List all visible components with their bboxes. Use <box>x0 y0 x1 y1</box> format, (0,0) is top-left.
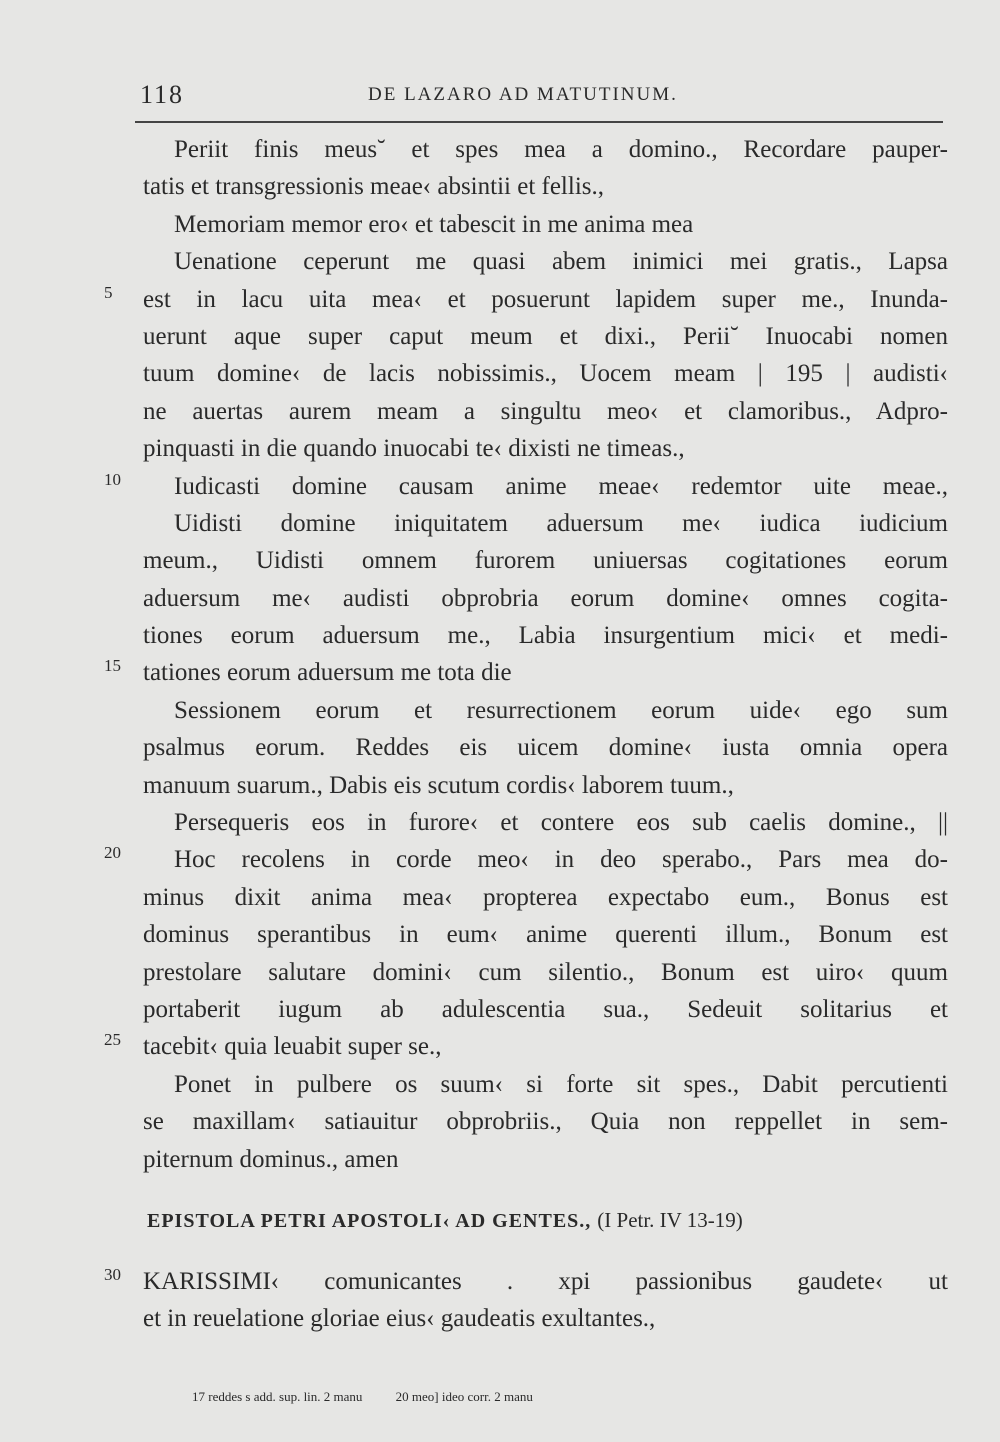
heading-reference: (I Petr. IV 13-19) <box>597 1208 743 1232</box>
text-line <box>0 318 1000 355</box>
text-line <box>0 916 1000 953</box>
text-line <box>0 168 1000 205</box>
line-text: pinquasti in die quando inuocabi te‹ dixisti ne timeas., <box>143 435 685 463</box>
text-line <box>0 355 1000 392</box>
line-text: Sessionem eorum et resurrectionem eorum uide‹ ego sum <box>174 696 948 724</box>
line-number: 20 <box>104 843 121 863</box>
line-text: uerunt aque super caput meum et dixi., Perii˘ Inuocabi nomen <box>143 322 948 350</box>
line-text: manuum suarum., Dabis eis scutum cordis‹ laborem tuum., <box>143 771 734 799</box>
text-line <box>0 729 1000 766</box>
line-text: psalmus eorum. Reddes eis uicem domine‹ iusta omnia opera <box>143 734 948 762</box>
line-text: est in lacu uita mea‹ et posuerunt lapidem super me., Inunda- <box>143 285 948 313</box>
header-rule <box>135 121 943 123</box>
text-line <box>0 1263 1000 1300</box>
line-text: Memoriam memor ero‹ et tabescit in me anima mea <box>174 210 694 238</box>
footnote: 20 meo] ideo corr. 2 manu <box>395 1389 533 1404</box>
text-line <box>0 281 1000 318</box>
line-text: et in reuelatione gloriae eius‹ gaudeatis exultantes., <box>143 1305 656 1333</box>
text-line <box>0 243 1000 280</box>
footnote: 17 reddes s add. sup. lin. 2 manu <box>192 1389 363 1404</box>
text-line <box>0 654 1000 691</box>
line-text: ne auertas aurem meam a singultu meo‹ et clamoribus., Adpro- <box>143 397 948 425</box>
line-text: se maxillam‹ satiauitur obprobriis., Quia non reppellet in sem- <box>143 1108 948 1136</box>
footnotes <box>192 1389 563 1405</box>
line-text: tatis et transgressionis meae‹ absintii et fellis., <box>143 173 604 201</box>
page-header <box>0 80 1000 110</box>
line-text: minus dixit anima mea‹ propterea expectabo eum., Bonus est <box>143 883 948 911</box>
text-line <box>0 991 1000 1028</box>
line-text: tuum domine‹ de lacis nobissimis., Uocem meam | 195 | audisti‹ <box>143 360 948 388</box>
text-line <box>0 505 1000 542</box>
page-number: 118 <box>140 80 185 109</box>
section-heading <box>147 1208 952 1233</box>
line-text: tacebit‹ quia leuabit super se., <box>143 1033 442 1061</box>
text-line <box>0 1300 1000 1337</box>
line-text: aduersum me‹ audisti obprobria eorum domine‹ omnes cogita- <box>143 584 948 612</box>
text-line <box>0 692 1000 729</box>
text-line <box>0 131 1000 168</box>
text-line <box>0 468 1000 505</box>
text-line <box>0 1103 1000 1140</box>
line-text: Persequeris eos in furore‹ et contere eos sub caelis domine., || <box>174 809 948 837</box>
line-text: tiones eorum aduersum me., Labia insurgentium mici‹ et medi- <box>143 622 948 650</box>
line-number: 25 <box>104 1030 121 1050</box>
running-head: DE LAZARO AD MATUTINUM. <box>368 84 678 105</box>
line-number: 30 <box>104 1265 121 1284</box>
text-line <box>0 1141 1000 1178</box>
text-line <box>0 393 1000 430</box>
line-text: prestolare salutare domini‹ cum silentio., Bonum est uiro‹ quum <box>143 958 948 986</box>
text-line <box>0 1066 1000 1103</box>
text-line <box>0 617 1000 654</box>
line-text: Uenatione ceperunt me quasi abem inimici mei gratis., Lapsa <box>174 248 948 276</box>
main-text <box>0 131 1000 1178</box>
line-number: 15 <box>104 656 121 676</box>
text-line <box>0 879 1000 916</box>
text-line <box>0 767 1000 804</box>
text-line <box>0 804 1000 841</box>
epistle-text <box>0 1263 1000 1338</box>
line-text: Iudicasti domine causam anime meae‹ redemtor uite meae., <box>174 472 948 500</box>
line-text: portaberit iugum ab adulescentia sua., Sedeuit solitarius et <box>143 995 948 1023</box>
line-text: meum., Uidisti omnem furorem uniuersas cogitationes eorum <box>143 547 948 575</box>
line-text: KARISSIMI‹ comunicantes . xpi passionibus gaudete‹ ut <box>143 1268 948 1295</box>
line-text: piternum dominus., amen <box>143 1145 399 1173</box>
line-text: dominus sperantibus in eum‹ anime querenti illum., Bonum est <box>143 921 948 949</box>
line-text: Periit finis meus˘ et spes mea a domino., Recordare pauper- <box>174 136 948 163</box>
line-number: 10 <box>104 469 121 489</box>
text-line <box>0 954 1000 991</box>
line-text: Ponet in pulbere os suum‹ si forte sit spes., Dabit percutienti <box>174 1070 948 1098</box>
line-text: tationes eorum aduersum me tota die <box>143 659 512 687</box>
text-line <box>0 841 1000 878</box>
line-number: 5 <box>104 282 113 302</box>
line-text: Uidisti domine iniquitatem aduersum me‹ iudica iudicium <box>174 509 948 537</box>
text-line <box>0 580 1000 617</box>
heading-title: EPISTOLA PETRI APOSTOLI‹ AD GENTES., <box>147 1210 592 1232</box>
line-text: Hoc recolens in corde meo‹ in deo sperabo., Pars mea do- <box>174 846 948 874</box>
text-line <box>0 206 1000 243</box>
text-line <box>0 430 1000 467</box>
text-line <box>0 1028 1000 1065</box>
text-line <box>0 542 1000 579</box>
